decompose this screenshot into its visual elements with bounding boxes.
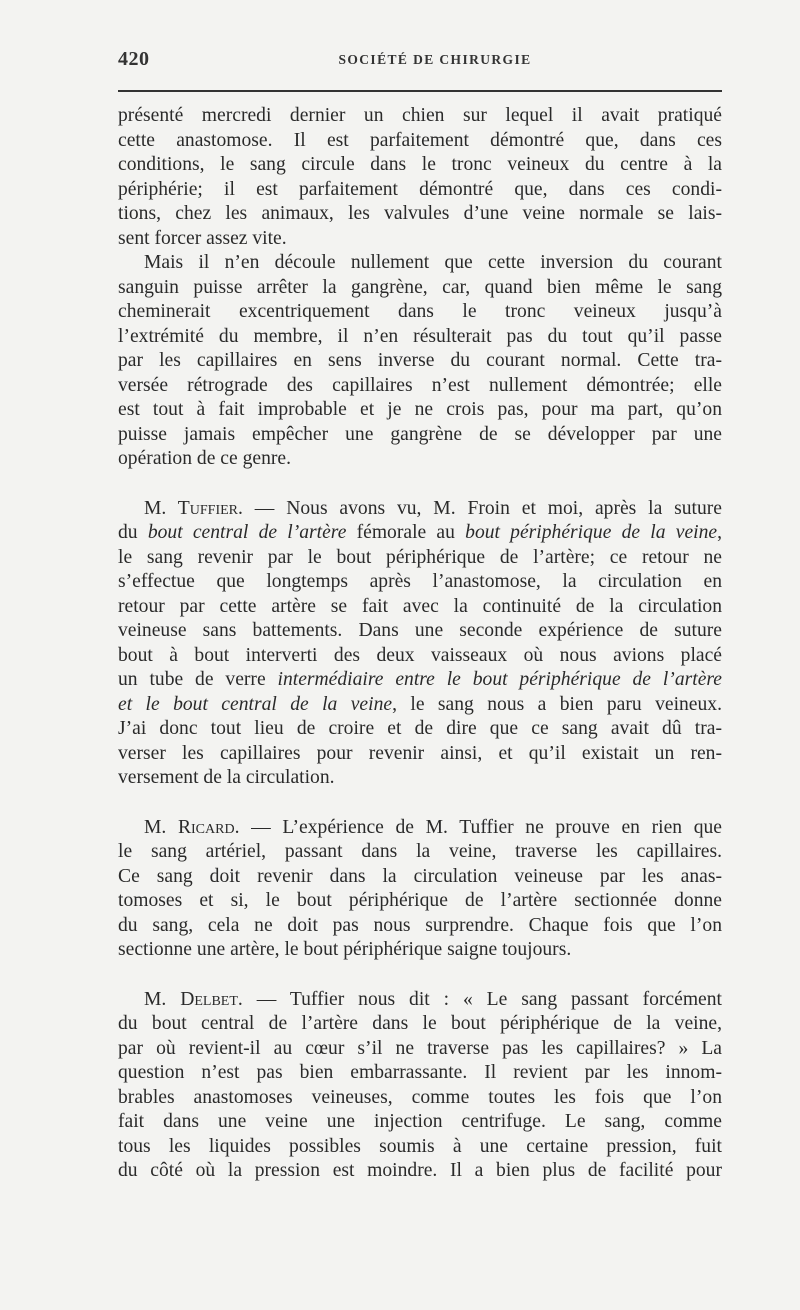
text-line: retour par cette artère se fait avec la continuité de la circulation: [118, 595, 722, 617]
paragraph-continuation: [118, 104, 722, 251]
text-line: sent forcer assez vite.: [118, 227, 287, 249]
line-text: ,: [717, 522, 722, 543]
text-line: présenté mercredi dernier un chien sur lequel il avait pratiqué: [118, 105, 722, 126]
text-line: versée rétrograde des capillaires n’est nullement démontrée; elle: [118, 374, 722, 396]
italic-phrase: intermédiaire entre le bout périphérique de l’artère: [277, 669, 722, 690]
text-line: tomoses et si, le bout périphérique de l’artère sectionnée donne: [118, 890, 722, 911]
text-line: s’effectue que longtemps après l’anastomose, la circulation en: [118, 571, 722, 592]
text-line: question n’est pas bien embarrassante. Il revient par les innom-: [118, 1062, 722, 1083]
text-line: cheminerait excentriquement dans le tronc veineux jusqu’à: [118, 301, 722, 322]
text-line: du côté où la pression est moindre. Il a bien plus de facilité pour: [118, 1160, 722, 1181]
text-line: brables anastomoses veineuses, comme toutes les fois que l’on: [118, 1086, 722, 1108]
paragraph-gap: [118, 472, 722, 497]
text-line: J’ai donc tout lieu de croire et de dire que ce sang avait dû tra-: [118, 718, 722, 739]
line-text: — Nous avons vu, M. Froin et moi, après la suture: [242, 497, 723, 519]
text-line: opération de ce genre.: [118, 448, 291, 469]
line-text: un tube de verre: [118, 669, 278, 690]
paragraph-delbet: [118, 988, 722, 1184]
paragraph-tuffier: [118, 497, 722, 791]
text-line: verser les capillaires pour revenir ainsi, et qu’il existait un ren-: [118, 742, 722, 764]
italic-phrase: et le bout central de la veine: [118, 693, 393, 715]
text-line: tions, chez les animaux, les valvules d’une veine normale se lais-: [118, 203, 722, 224]
paragraph-gap: [118, 791, 722, 816]
text-line: est tout à fait improbable et je ne crois pas, pour ma part, qu’on: [118, 399, 722, 420]
text-line: du sang, cela ne doit pas nous surprendre. Chaque fois que l’on: [118, 914, 722, 936]
line-text: — Tuffier nous dit : « Le sang passant forcément: [242, 988, 722, 1010]
text-line: conditions, le sang circule dans le tronc veineux du centre à la: [118, 154, 722, 175]
text-line: versement de la circulation.: [118, 767, 335, 788]
text-line: bout à bout interverti des deux vaisseaux où nous avions placé: [118, 644, 722, 666]
line-text: du: [118, 522, 148, 543]
italic-phrase: bout central de l’artère: [147, 522, 347, 543]
text-line: du bout central de l’artère dans le bout périphérique de la veine,: [118, 1013, 722, 1034]
text-line: l’extrémité du membre, il n’en résulterait pas du tout qu’il passe: [118, 325, 722, 347]
text-line: sanguin puisse arrêter la gangrène, car, quand bien même le sang: [118, 276, 722, 298]
text-line: sectionne une artère, le bout périphérique saigne toujours.: [118, 939, 572, 960]
speaker-name: M. Ricard.: [144, 816, 240, 838]
header-rule: [118, 90, 722, 92]
speaker-name: M. Delbet.: [144, 988, 243, 1010]
text-line: [118, 816, 722, 841]
text-line: le sang revenir par le bout périphérique de l’artère; ce retour ne: [118, 546, 722, 568]
line-text: , le sang nous a bien paru veineux.: [392, 693, 722, 715]
text-line: [118, 497, 722, 522]
page-number: 420: [118, 48, 150, 70]
text-line: [118, 521, 722, 546]
text-line: veineuse sans battements. Dans une seconde expérience de suture: [118, 620, 722, 641]
text-line: puisse jamais empêcher une gangrène de se développer par une: [118, 423, 722, 445]
text-line: [118, 668, 722, 693]
line-text: fémorale au: [346, 522, 466, 543]
speaker-name: M. Tuffier.: [144, 497, 243, 519]
running-head: [118, 48, 722, 72]
paragraph-gap: [118, 963, 722, 988]
text-line: le sang artériel, passant dans la veine, traverse les capillaires.: [118, 841, 722, 862]
text-line: par où revient-il au cœur s’il ne traverse pas les capillaires? » La: [118, 1037, 722, 1059]
text-line: [118, 988, 722, 1013]
text-line: par les capillaires en sens inverse du courant normal. Cette tra-: [118, 350, 722, 371]
text-line: fait dans une veine une injection centrifuge. Le sang, comme: [118, 1111, 722, 1132]
text-line: tous les liquides possibles soumis à une certaine pression, fuit: [118, 1135, 722, 1157]
text-line: Ce sang doit revenir dans la circulation veineuse par les anas-: [118, 865, 722, 887]
text-line: périphérie; il est parfaitement démontré que, dans ces condi-: [118, 178, 722, 200]
body-text: [118, 104, 722, 1184]
text-line: Mais il n’en découle nullement que cette inversion du courant: [144, 252, 722, 273]
paragraph-gangrene: [118, 251, 722, 472]
paragraph-ricard: [118, 816, 722, 963]
italic-phrase: bout périphérique de la veine: [465, 522, 718, 543]
text-line: [118, 693, 722, 718]
line-text: — L’expérience de M. Tuffier ne prouve en rien que: [239, 816, 722, 838]
running-title: SOCIÉTÉ DE CHIRURGIE: [338, 52, 532, 67]
text-line: cette anastomose. Il est parfaitement démontré que, dans ces: [118, 129, 722, 151]
